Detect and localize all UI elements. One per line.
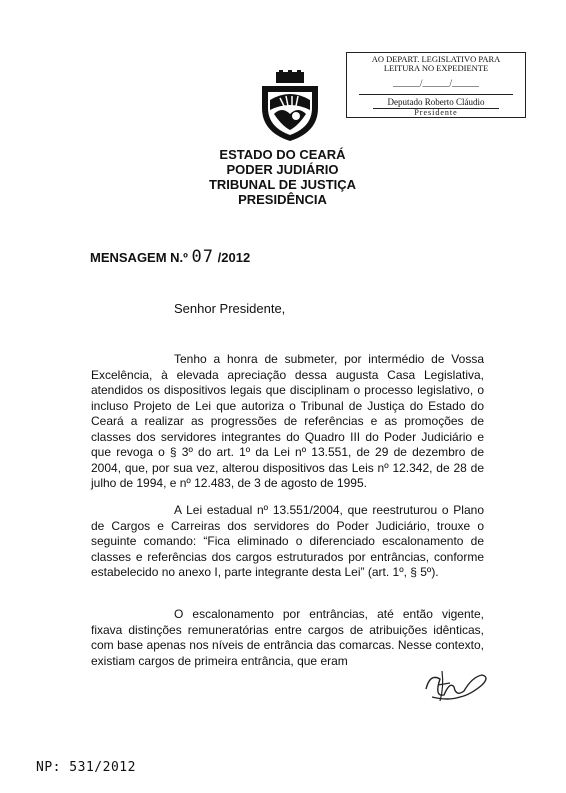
message-handwritten-number: 07: [191, 247, 215, 267]
stamp-role: Presidente: [373, 108, 499, 117]
stamp-signature-line: [359, 94, 513, 95]
header-power: PODER JUDIÁRIO: [226, 162, 339, 177]
header-court: TRIBUNAL DE JUSTIÇA: [208, 177, 357, 192]
body-paragraph-1: [91, 352, 484, 492]
court-header: [160, 147, 405, 207]
header-state: ESTADO DO CEARÁ: [219, 147, 346, 162]
paragraph-text: O escalonamento por entrâncias, até então vigente, fixava distinções remuneratórias entre cargos de atribuições idênticas, com base apenas nos níveis de entrância das comarcas. Nesse contexto, existiam cargos de primeira entrância, que eram: [91, 607, 484, 668]
ceara-coat-of-arms-icon: [256, 70, 324, 142]
body-paragraph-2: [91, 503, 484, 581]
legislative-reading-stamp: [346, 52, 526, 118]
message-year: /2012: [217, 250, 251, 265]
handwritten-rubric-signature: [420, 667, 492, 705]
greeting: Senhor Presidente,: [174, 301, 286, 316]
stamp-line-1: AO DEPART. LEGISLATIVO PARA: [371, 54, 501, 64]
paragraph-text: Tenho a honra de submeter, por intermédio de Vossa Excelência, à elevada apreciação dessa augusta Casa Legislativa, atendidos os dispositivos legais que disciplinam o processo legislativo, o incluso Projeto de Lei que autoriza o Tribunal de Justiça do Estado do Ceará a realizar as progressões de referências e as promoções de classes dos servidores integrantes do Quadro III do Poder Judiciário e que revoga o § 3º do art. 1º da Lei nº 13.551, de 29 de dezembro de 2004, que, por sua vez, alterou dispositivos das Leis nº 12.342, de 28 de julho de 1994, e nº 12.483, de 3 de agosto de 1995.: [91, 352, 484, 490]
stamp-date-blank: ______/______/______: [392, 77, 479, 88]
paragraph-text: A Lei estadual nº 13.551/2004, que reestruturou o Plano de Cargos e Carreiras dos servidores do Poder Judiciário, trouxe o seguinte comando: “Fica eliminado o diferenciado escalonamento de classes e referências dos cargos estruturados por entrâncias, conforme estabelecido no anexo I, parte integrante desta Lei” (art. 1º, § 5º).: [91, 503, 484, 579]
stamp-deputy-name: Deputado Roberto Cláudio: [387, 97, 485, 108]
header-presidency: PRESIDÊNCIA: [238, 192, 327, 207]
message-number: [90, 247, 250, 267]
message-label: MENSAGEM N.º: [90, 250, 188, 265]
body-paragraph-3: [91, 607, 484, 669]
protocol-number: NP: 531/2012: [36, 760, 136, 775]
stamp-line-2: LEITURA NO EXPEDIENTE: [383, 62, 489, 73]
